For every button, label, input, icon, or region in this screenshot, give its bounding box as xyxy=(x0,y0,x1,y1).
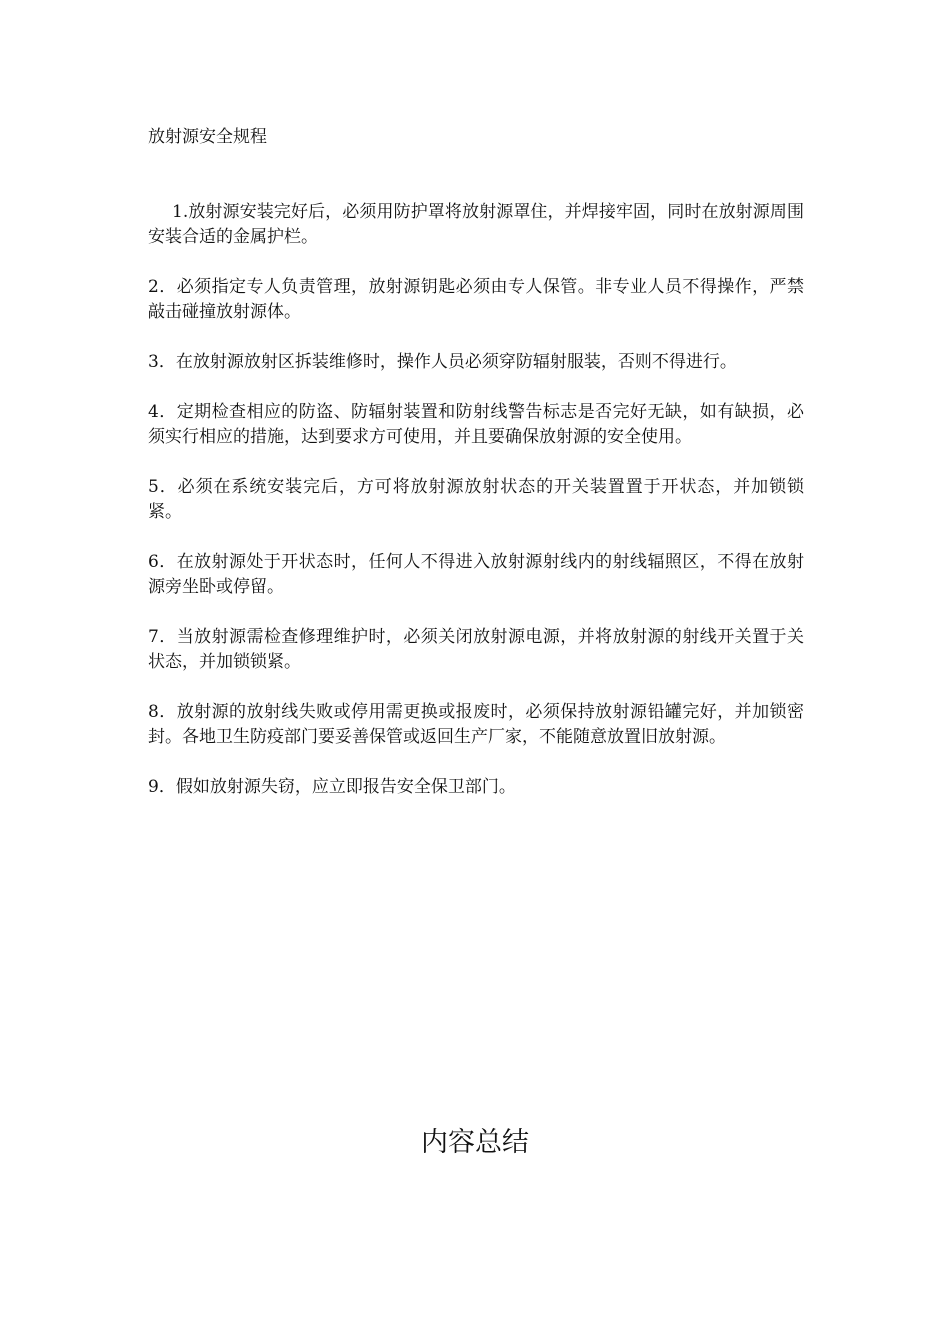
rule-paragraph: 4．定期检查相应的防盗、防辐射装置和防射线警告标志是否完好无缺，如有缺损，必须实行相应的措施，达到要求方可使用，并且要确保放射源的安全使用。 xyxy=(148,402,804,447)
rule-paragraph: 6．在放射源处于开状态时，任何人不得进入放射源射线内的射线辐照区，不得在放射源旁坐卧或停留。 xyxy=(148,552,804,597)
rule-paragraph: 5．必须在系统安装完后，方可将放射源放射状态的开关装置置于开状态，并加锁锁紧。 xyxy=(148,477,804,522)
rule-paragraph: 2．必须指定专人负责管理，放射源钥匙必须由专人保管。非专业人员不得操作，严禁敲击碰撞放射源体。 xyxy=(148,277,804,322)
rule-paragraph: 1.放射源安装完好后，必须用防护罩将放射源罩住，并焊接牢固，同时在放射源周围安装合适的金属护栏。 xyxy=(148,202,804,247)
rules-list xyxy=(148,200,804,825)
document-title: 放射源安全规程 xyxy=(148,127,267,147)
summary-heading: 内容总结 xyxy=(421,1127,529,1158)
rule-paragraph: 7．当放射源需检查修理维护时，必须关闭放射源电源，并将放射源的射线开关置于关状态，并加锁锁紧。 xyxy=(148,627,804,672)
rule-paragraph: 8．放射源的放射线失败或停用需更换或报废时，必须保持放射源铅罐完好，并加锁密封。各地卫生防疫部门要妥善保管或返回生产厂家，不能随意放置旧放射源。 xyxy=(148,702,804,747)
rule-paragraph: 9．假如放射源失窃，应立即报告安全保卫部门。 xyxy=(148,777,516,797)
rule-paragraph: 3．在放射源放射区拆装维修时，操作人员必须穿防辐射服装，否则不得进行。 xyxy=(148,352,737,372)
